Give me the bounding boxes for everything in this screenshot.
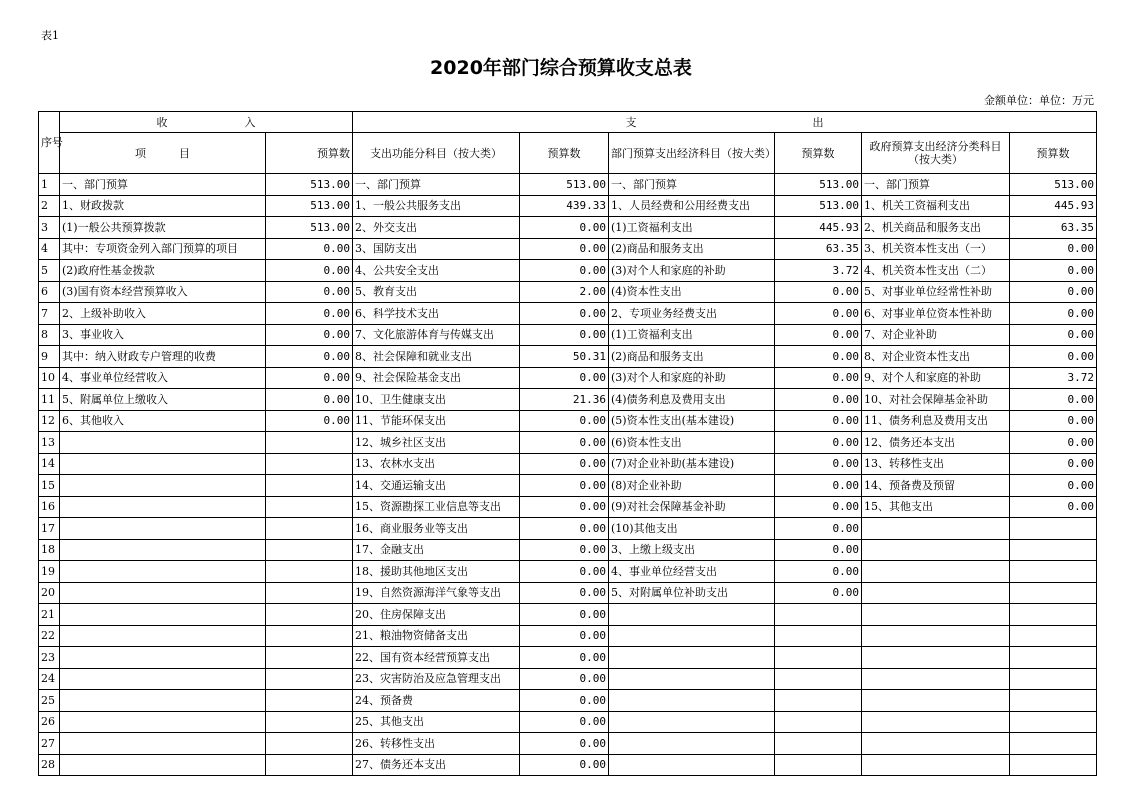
table-row (39, 647, 1097, 669)
gov-amount-cell: 0.00 (1010, 475, 1097, 497)
income-amount-cell (266, 561, 353, 583)
dept-amount-cell: 0.00 (775, 367, 862, 389)
table-number-label: 表1 (41, 29, 59, 42)
table-row (39, 754, 1097, 776)
income-amount-cell (266, 453, 353, 475)
dept-amount-cell: 0.00 (775, 582, 862, 604)
dept-item-cell (609, 733, 775, 755)
income-amount-cell: 0.00 (266, 367, 353, 389)
income-item-cell (60, 690, 266, 712)
dept-item-cell: (2)商品和服务支出 (609, 346, 775, 368)
table-row (39, 303, 1097, 325)
gov-amount-cell: 513.00 (1010, 174, 1097, 196)
table-row (39, 582, 1097, 604)
income-amount-cell (266, 668, 353, 690)
gov-item-cell: 13、转移性支出 (862, 453, 1010, 475)
table-row (39, 604, 1097, 626)
func-item-cell: 15、资源勘探工业信息等支出 (353, 496, 520, 518)
seq-cell: 21 (39, 604, 60, 626)
seq-cell: 13 (39, 432, 60, 454)
seq-cell: 23 (39, 647, 60, 669)
dept-item-cell: 4、事业单位经营支出 (609, 561, 775, 583)
dept-econ-header: 部门预算支出经济科目（按大类） (609, 133, 775, 174)
dept-item-cell: (4)资本性支出 (609, 281, 775, 303)
table-row (39, 475, 1097, 497)
gov-amount-cell (1010, 668, 1097, 690)
income-item-cell (60, 582, 266, 604)
func-class-header: 支出功能分科目（按大类） (353, 133, 520, 174)
func-amount-cell: 0.00 (520, 238, 609, 260)
dept-amount-cell: 0.00 (775, 453, 862, 475)
func-amount-cell: 0.00 (520, 733, 609, 755)
dept-amount-cell (775, 754, 862, 776)
dept-item-cell: (7)对企业补助(基本建设) (609, 453, 775, 475)
table-row (39, 733, 1097, 755)
table-body (39, 174, 1097, 776)
seq-cell: 24 (39, 668, 60, 690)
income-amount-cell (266, 647, 353, 669)
income-item-cell (60, 539, 266, 561)
table-row (39, 711, 1097, 733)
income-amount-cell (266, 539, 353, 561)
gov-amount-cell (1010, 539, 1097, 561)
gov-item-cell: 7、对企业补助 (862, 324, 1010, 346)
income-amount-cell (266, 690, 353, 712)
gov-amount-cell: 0.00 (1010, 238, 1097, 260)
gov-item-cell (862, 539, 1010, 561)
income-item-cell: 其中：纳入财政专户管理的收费 (60, 346, 266, 368)
income-item-cell (60, 733, 266, 755)
gov-item-cell (862, 668, 1010, 690)
dept-item-cell: 一、部门预算 (609, 174, 775, 196)
dept-item-cell: 5、对附属单位补助支出 (609, 582, 775, 604)
seq-cell: 5 (39, 260, 60, 282)
gov-amount-cell: 0.00 (1010, 260, 1097, 282)
func-amount-cell: 0.00 (520, 217, 609, 239)
dept-amount-cell: 445.93 (775, 217, 862, 239)
dept-amount-cell (775, 711, 862, 733)
income-item-cell: 5、附属单位上缴收入 (60, 389, 266, 411)
seq-cell: 12 (39, 410, 60, 432)
income-item-cell (60, 625, 266, 647)
seq-cell: 18 (39, 539, 60, 561)
gov-amount-cell: 0.00 (1010, 496, 1097, 518)
seq-cell: 19 (39, 561, 60, 583)
table-row (39, 432, 1097, 454)
seq-cell: 16 (39, 496, 60, 518)
func-amount-cell: 50.31 (520, 346, 609, 368)
dept-amount-cell: 0.00 (775, 518, 862, 540)
income-item-cell: 1、财政拨款 (60, 195, 266, 217)
seq-cell: 25 (39, 690, 60, 712)
income-amount-cell (266, 432, 353, 454)
func-item-cell: 16、商业服务业等支出 (353, 518, 520, 540)
gov-amount-cell: 0.00 (1010, 432, 1097, 454)
func-item-cell: 19、自然资源海洋气象等支出 (353, 582, 520, 604)
income-amount-cell: 0.00 (266, 324, 353, 346)
dept-amount-cell: 0.00 (775, 561, 862, 583)
dept-amount-header: 预算数 (775, 133, 862, 174)
dept-item-cell: (1)工资福利支出 (609, 324, 775, 346)
table-row (39, 238, 1097, 260)
dept-item-cell: (3)对个人和家庭的补助 (609, 367, 775, 389)
income-item-cell (60, 518, 266, 540)
seq-cell: 15 (39, 475, 60, 497)
income-item-cell: 4、事业单位经营收入 (60, 367, 266, 389)
gov-amount-cell: 0.00 (1010, 281, 1097, 303)
func-amount-cell: 2.00 (520, 281, 609, 303)
func-amount-cell: 0.00 (520, 367, 609, 389)
func-amount-cell: 0.00 (520, 518, 609, 540)
income-item-cell (60, 432, 266, 454)
gov-amount-cell: 0.00 (1010, 410, 1097, 432)
income-amount-cell: 0.00 (266, 410, 353, 432)
func-item-cell: 20、住房保障支出 (353, 604, 520, 626)
func-item-cell: 一、部门预算 (353, 174, 520, 196)
gov-item-cell: 11、债务利息及费用支出 (862, 410, 1010, 432)
gov-item-cell: 3、机关资本性支出（一） (862, 238, 1010, 260)
dept-amount-cell: 0.00 (775, 432, 862, 454)
table-row (39, 217, 1097, 239)
dept-item-cell (609, 754, 775, 776)
dept-item-cell (609, 668, 775, 690)
dept-item-cell: (4)债务利息及费用支出 (609, 389, 775, 411)
income-amount-cell: 0.00 (266, 389, 353, 411)
gov-item-cell (862, 518, 1010, 540)
gov-item-cell: 14、预备费及预留 (862, 475, 1010, 497)
func-item-cell: 26、转移性支出 (353, 733, 520, 755)
dept-amount-cell: 513.00 (775, 174, 862, 196)
func-item-cell: 3、国防支出 (353, 238, 520, 260)
func-item-cell: 14、交通运输支出 (353, 475, 520, 497)
income-item-cell (60, 647, 266, 669)
dept-amount-cell: 0.00 (775, 346, 862, 368)
func-amount-cell: 0.00 (520, 582, 609, 604)
table-row (39, 453, 1097, 475)
func-amount-header: 预算数 (520, 133, 609, 174)
gov-amount-cell (1010, 561, 1097, 583)
seq-cell: 1 (39, 174, 60, 196)
dept-amount-cell: 0.00 (775, 303, 862, 325)
income-item-cell: (3)国有资本经营预算收入 (60, 281, 266, 303)
table-row (39, 389, 1097, 411)
seq-cell: 14 (39, 453, 60, 475)
func-item-cell: 22、国有资本经营预算支出 (353, 647, 520, 669)
func-amount-cell: 439.33 (520, 195, 609, 217)
gov-econ-header: 政府预算支出经济分类科目（按大类） (862, 133, 1010, 174)
gov-amount-cell: 0.00 (1010, 389, 1097, 411)
gov-item-cell: 9、对个人和家庭的补助 (862, 367, 1010, 389)
table-row (39, 625, 1097, 647)
header-row-1 (39, 112, 1097, 133)
func-amount-cell: 0.00 (520, 260, 609, 282)
dept-item-cell: (10)其他支出 (609, 518, 775, 540)
income-item-cell (60, 453, 266, 475)
gov-amount-cell (1010, 733, 1097, 755)
income-item-cell (60, 668, 266, 690)
gov-item-cell: 12、债务还本支出 (862, 432, 1010, 454)
gov-amount-cell: 0.00 (1010, 324, 1097, 346)
income-item-cell (60, 475, 266, 497)
page-title: 2020年部门综合预算收支总表 (430, 57, 692, 79)
gov-item-cell (862, 561, 1010, 583)
func-item-cell: 17、金融支出 (353, 539, 520, 561)
income-item-cell (60, 711, 266, 733)
income-item-cell (60, 561, 266, 583)
func-item-cell: 9、社会保险基金支出 (353, 367, 520, 389)
gov-amount-cell (1010, 582, 1097, 604)
func-item-cell: 21、粮油物资储备支出 (353, 625, 520, 647)
dept-amount-cell: 63.35 (775, 238, 862, 260)
table-row (39, 346, 1097, 368)
income-amount-cell: 513.00 (266, 217, 353, 239)
gov-item-cell (862, 754, 1010, 776)
table-row (39, 668, 1097, 690)
gov-item-cell: 10、对社会保障基金补助 (862, 389, 1010, 411)
budget-summary-table (38, 111, 1097, 776)
func-item-cell: 13、农林水支出 (353, 453, 520, 475)
func-amount-cell: 0.00 (520, 324, 609, 346)
table-row (39, 174, 1097, 196)
income-amount-cell (266, 625, 353, 647)
func-amount-cell: 0.00 (520, 625, 609, 647)
func-amount-cell: 513.00 (520, 174, 609, 196)
func-item-cell: 18、援助其他地区支出 (353, 561, 520, 583)
income-item-header: 项 目 (60, 133, 266, 174)
dept-amount-cell: 0.00 (775, 389, 862, 411)
gov-amount-cell: 0.00 (1010, 303, 1097, 325)
gov-amount-cell: 3.72 (1010, 367, 1097, 389)
gov-amount-cell: 0.00 (1010, 453, 1097, 475)
dept-amount-cell (775, 690, 862, 712)
income-amount-cell: 513.00 (266, 195, 353, 217)
seq-cell: 17 (39, 518, 60, 540)
seq-cell: 10 (39, 367, 60, 389)
income-amount-cell: 0.00 (266, 260, 353, 282)
seq-header: 序号 (39, 112, 60, 174)
dept-item-cell: 2、专项业务经费支出 (609, 303, 775, 325)
dept-item-cell: (3)对个人和家庭的补助 (609, 260, 775, 282)
func-amount-cell: 0.00 (520, 453, 609, 475)
gov-item-cell (862, 690, 1010, 712)
gov-amount-cell: 445.93 (1010, 195, 1097, 217)
income-item-cell: 其中：专项资金列入部门预算的项目 (60, 238, 266, 260)
gov-item-cell (862, 625, 1010, 647)
income-amount-cell: 0.00 (266, 303, 353, 325)
income-amount-cell: 513.00 (266, 174, 353, 196)
dept-amount-cell: 0.00 (775, 410, 862, 432)
table-row (39, 281, 1097, 303)
func-amount-cell: 0.00 (520, 496, 609, 518)
gov-amount-cell (1010, 604, 1097, 626)
gov-amount-cell: 0.00 (1010, 346, 1097, 368)
income-item-cell: 6、其他收入 (60, 410, 266, 432)
table-row (39, 561, 1097, 583)
func-item-cell: 4、公共安全支出 (353, 260, 520, 282)
dept-item-cell (609, 625, 775, 647)
income-amount-cell (266, 496, 353, 518)
func-amount-cell: 0.00 (520, 690, 609, 712)
dept-amount-cell (775, 604, 862, 626)
seq-cell: 26 (39, 711, 60, 733)
gov-item-cell: 4、机关资本性支出（二） (862, 260, 1010, 282)
expense-header: 支 出 (353, 112, 1097, 133)
table-row (39, 410, 1097, 432)
income-header: 收 入 (60, 112, 353, 133)
func-amount-cell: 0.00 (520, 410, 609, 432)
dept-item-cell: (2)商品和服务支出 (609, 238, 775, 260)
seq-cell: 27 (39, 733, 60, 755)
table-row (39, 367, 1097, 389)
seq-cell: 28 (39, 754, 60, 776)
func-amount-cell: 0.00 (520, 561, 609, 583)
dept-amount-cell: 0.00 (775, 281, 862, 303)
func-item-cell: 27、债务还本支出 (353, 754, 520, 776)
dept-amount-cell: 0.00 (775, 324, 862, 346)
dept-amount-cell (775, 625, 862, 647)
gov-item-cell (862, 647, 1010, 669)
func-amount-cell: 0.00 (520, 432, 609, 454)
seq-cell: 20 (39, 582, 60, 604)
income-item-cell: (1)一般公共预算拨款 (60, 217, 266, 239)
dept-item-cell (609, 604, 775, 626)
income-item-cell (60, 754, 266, 776)
gov-item-cell (862, 604, 1010, 626)
dept-item-cell: (1)工资福利支出 (609, 217, 775, 239)
gov-amount-cell (1010, 754, 1097, 776)
table-row (39, 496, 1097, 518)
income-item-cell: 2、上级补助收入 (60, 303, 266, 325)
gov-amount-cell (1010, 690, 1097, 712)
func-item-cell: 7、文化旅游体育与传媒支出 (353, 324, 520, 346)
dept-item-cell: (9)对社会保障基金补助 (609, 496, 775, 518)
income-amount-cell (266, 518, 353, 540)
dept-item-cell: 3、上缴上级支出 (609, 539, 775, 561)
dept-item-cell: (8)对企业补助 (609, 475, 775, 497)
income-amount-cell: 0.00 (266, 281, 353, 303)
dept-amount-cell: 0.00 (775, 475, 862, 497)
income-amount-cell (266, 733, 353, 755)
func-item-cell: 1、一般公共服务支出 (353, 195, 520, 217)
income-amount-cell: 0.00 (266, 238, 353, 260)
table-row (39, 324, 1097, 346)
seq-cell: 7 (39, 303, 60, 325)
func-amount-cell: 0.00 (520, 668, 609, 690)
income-item-cell (60, 496, 266, 518)
dept-amount-cell: 0.00 (775, 539, 862, 561)
income-amount-cell (266, 475, 353, 497)
func-item-cell: 24、预备费 (353, 690, 520, 712)
income-item-cell: 一、部门预算 (60, 174, 266, 196)
dept-amount-cell: 3.72 (775, 260, 862, 282)
gov-item-cell: 1、机关工资福利支出 (862, 195, 1010, 217)
func-amount-cell: 0.00 (520, 539, 609, 561)
gov-item-cell (862, 733, 1010, 755)
gov-amount-cell (1010, 625, 1097, 647)
gov-amount-cell: 63.35 (1010, 217, 1097, 239)
func-amount-cell: 0.00 (520, 604, 609, 626)
dept-amount-cell (775, 668, 862, 690)
income-item-cell (60, 604, 266, 626)
dept-item-cell: (6)资本性支出 (609, 432, 775, 454)
dept-amount-cell (775, 647, 862, 669)
func-item-cell: 2、外交支出 (353, 217, 520, 239)
dept-item-cell (609, 690, 775, 712)
gov-item-cell: 一、部门预算 (862, 174, 1010, 196)
header-row-2 (39, 133, 1097, 174)
table-row (39, 260, 1097, 282)
table-row (39, 195, 1097, 217)
seq-cell: 6 (39, 281, 60, 303)
dept-amount-cell (775, 733, 862, 755)
income-amount-cell: 0.00 (266, 346, 353, 368)
func-item-cell: 11、节能环保支出 (353, 410, 520, 432)
income-amount-cell (266, 754, 353, 776)
gov-amount-cell (1010, 711, 1097, 733)
func-amount-cell: 0.00 (520, 754, 609, 776)
seq-cell: 22 (39, 625, 60, 647)
seq-cell: 3 (39, 217, 60, 239)
func-item-cell: 5、教育支出 (353, 281, 520, 303)
gov-item-cell: 2、机关商品和服务支出 (862, 217, 1010, 239)
seq-cell: 11 (39, 389, 60, 411)
seq-cell: 8 (39, 324, 60, 346)
income-amount-cell (266, 711, 353, 733)
dept-item-cell: 1、人员经费和公用经费支出 (609, 195, 775, 217)
dept-item-cell: (5)资本性支出(基本建设) (609, 410, 775, 432)
gov-item-cell (862, 582, 1010, 604)
income-item-cell: 3、事业收入 (60, 324, 266, 346)
income-amount-cell (266, 604, 353, 626)
gov-item-cell (862, 711, 1010, 733)
table-row (39, 518, 1097, 540)
gov-item-cell: 8、对企业资本性支出 (862, 346, 1010, 368)
dept-item-cell (609, 647, 775, 669)
dept-item-cell (609, 711, 775, 733)
table-row (39, 539, 1097, 561)
dept-amount-cell: 0.00 (775, 496, 862, 518)
func-item-cell: 6、科学技术支出 (353, 303, 520, 325)
gov-item-cell: 5、对事业单位经常性补助 (862, 281, 1010, 303)
func-amount-cell: 0.00 (520, 475, 609, 497)
seq-cell: 2 (39, 195, 60, 217)
func-amount-cell: 0.00 (520, 711, 609, 733)
func-amount-cell: 0.00 (520, 647, 609, 669)
gov-amount-header: 预算数 (1010, 133, 1097, 174)
func-item-cell: 12、城乡社区支出 (353, 432, 520, 454)
income-amount-header: 预算数 (266, 133, 353, 174)
func-item-cell: 8、社会保障和就业支出 (353, 346, 520, 368)
table-row (39, 690, 1097, 712)
dept-amount-cell: 513.00 (775, 195, 862, 217)
func-item-cell: 23、灾害防治及应急管理支出 (353, 668, 520, 690)
func-amount-cell: 0.00 (520, 303, 609, 325)
gov-amount-cell (1010, 647, 1097, 669)
func-item-cell: 25、其他支出 (353, 711, 520, 733)
income-amount-cell (266, 582, 353, 604)
gov-item-cell: 15、其他支出 (862, 496, 1010, 518)
seq-cell: 9 (39, 346, 60, 368)
gov-item-cell: 6、对事业单位资本性补助 (862, 303, 1010, 325)
amount-unit-label: 金额单位：单位：万元 (984, 94, 1094, 107)
gov-amount-cell (1010, 518, 1097, 540)
func-amount-cell: 21.36 (520, 389, 609, 411)
income-item-cell: (2)政府性基金拨款 (60, 260, 266, 282)
seq-cell: 4 (39, 238, 60, 260)
func-item-cell: 10、卫生健康支出 (353, 389, 520, 411)
